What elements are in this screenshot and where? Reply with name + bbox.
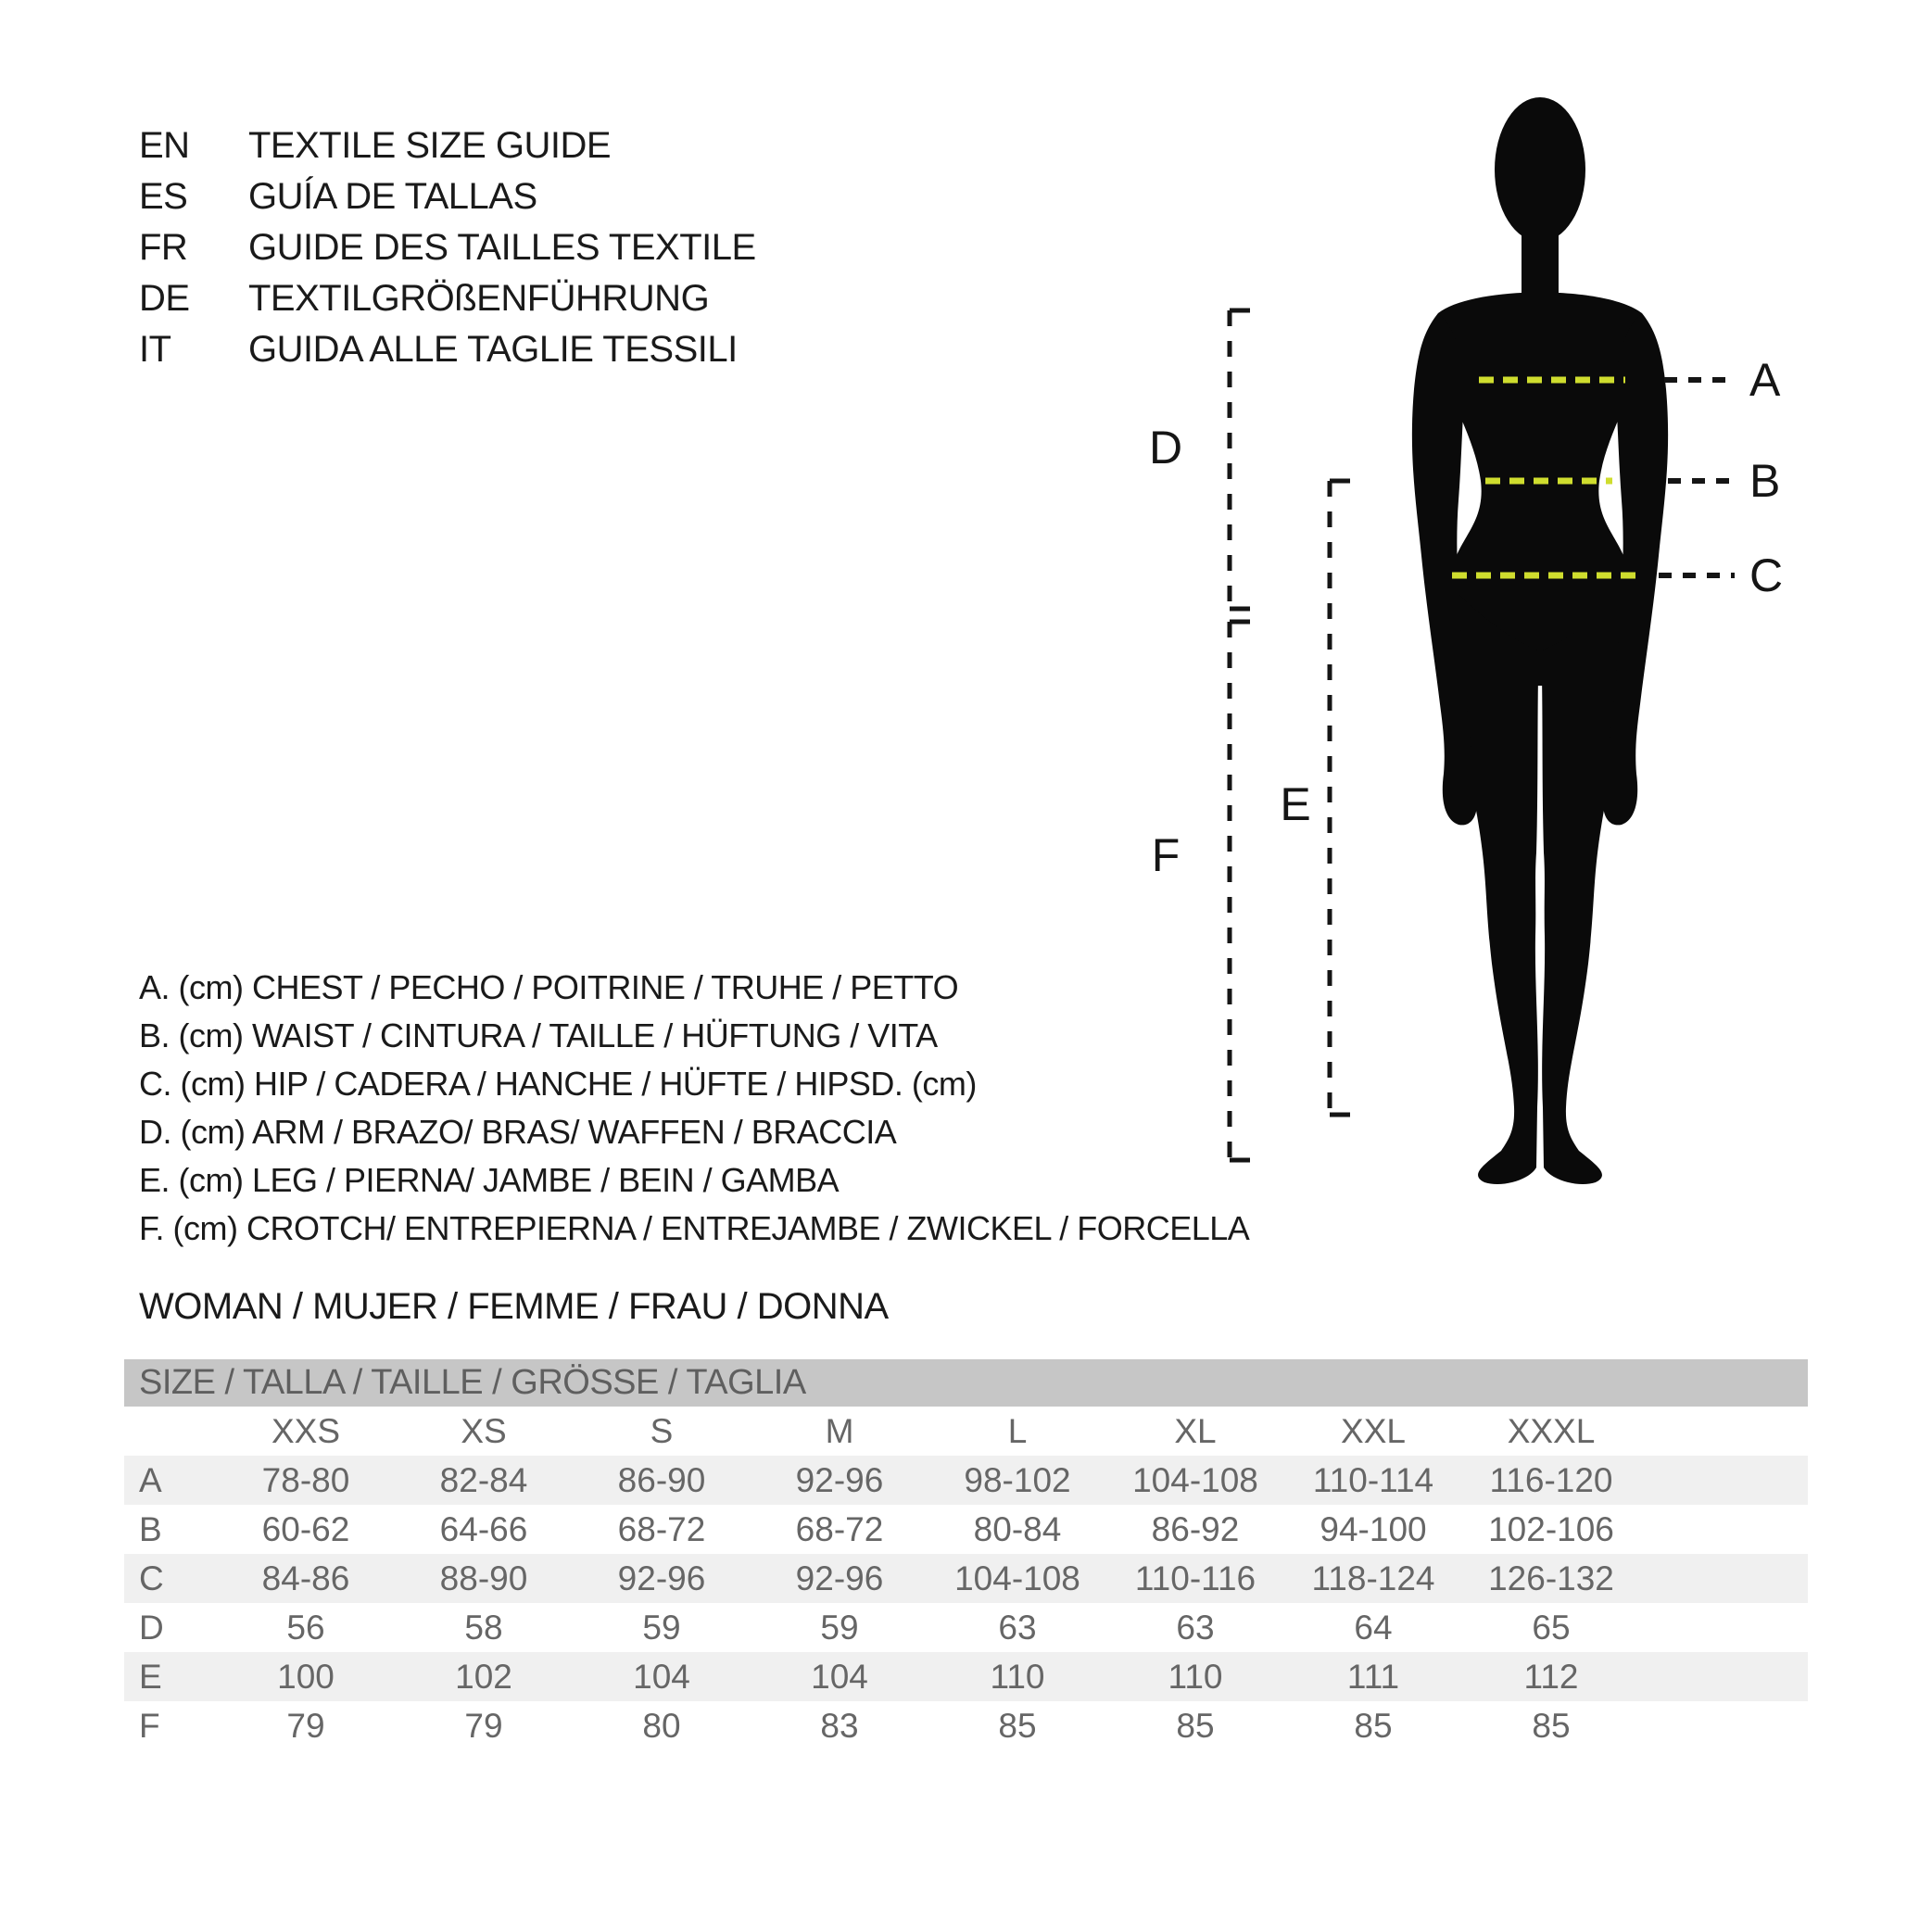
language-code: ES bbox=[139, 176, 188, 217]
row-label: D bbox=[139, 1608, 164, 1647]
size-cell: 104-108 bbox=[954, 1559, 1080, 1597]
size-col-s: S bbox=[650, 1411, 674, 1450]
guide-title-fr: GUIDE DES TAILLES TEXTILE bbox=[248, 227, 756, 268]
size-cell: 79 bbox=[286, 1706, 325, 1745]
size-col-xxxl: XXXL bbox=[1507, 1411, 1596, 1450]
table-row-arm bbox=[124, 1603, 1808, 1652]
note-chest: A. (cm) CHEST / PECHO / POITRINE / TRUHE / PETTO bbox=[139, 968, 959, 1006]
size-cell: 85 bbox=[1176, 1706, 1215, 1745]
guide-title-it: GUIDA ALLE TAGLIE TESSILI bbox=[248, 329, 738, 370]
language-row-de bbox=[139, 273, 756, 324]
size-cell: 68-72 bbox=[795, 1509, 884, 1548]
marker-f-label: F bbox=[1151, 829, 1181, 881]
size-cell: 60-62 bbox=[261, 1509, 350, 1548]
table-row-hip bbox=[124, 1554, 1808, 1603]
size-cell: 110 bbox=[1168, 1657, 1223, 1696]
size-cell: 59 bbox=[642, 1608, 681, 1647]
language-code: EN bbox=[139, 125, 190, 166]
size-cell: 111 bbox=[1346, 1657, 1400, 1696]
size-cell: 110-114 bbox=[1312, 1460, 1434, 1499]
marker-a-label: A bbox=[1749, 354, 1781, 406]
language-row-en bbox=[139, 120, 756, 171]
size-cell: 104-108 bbox=[1132, 1460, 1258, 1499]
note-leg: E. (cm) LEG / PIERNA/ JAMBE / BEIN / GAMBA bbox=[139, 1161, 840, 1199]
row-label: C bbox=[139, 1559, 164, 1597]
note-waist: B. (cm) WAIST / CINTURA / TAILLE / HÜFTUNG / VITA bbox=[139, 1016, 938, 1054]
size-cell: 112 bbox=[1523, 1657, 1579, 1696]
size-cell: 65 bbox=[1532, 1608, 1571, 1647]
guide-title-en: TEXTILE SIZE GUIDE bbox=[248, 125, 612, 166]
size-cell: 78-80 bbox=[261, 1460, 350, 1499]
size-col-xl: XL bbox=[1174, 1411, 1217, 1450]
woman-silhouette bbox=[1412, 97, 1668, 1184]
marker-e-label: E bbox=[1280, 778, 1311, 830]
size-cell: 82-84 bbox=[439, 1460, 528, 1499]
marker-c-label: C bbox=[1749, 549, 1784, 601]
language-title-list bbox=[139, 120, 756, 375]
size-cell: 63 bbox=[998, 1608, 1037, 1647]
row-label: B bbox=[139, 1509, 162, 1548]
size-cell: 59 bbox=[820, 1608, 859, 1647]
table-row-leg bbox=[124, 1652, 1808, 1701]
size-col-l: L bbox=[1007, 1411, 1028, 1450]
marker-d-label: D bbox=[1148, 422, 1183, 473]
row-label: E bbox=[139, 1657, 162, 1696]
size-cell: 126-132 bbox=[1488, 1559, 1614, 1597]
language-row-it bbox=[139, 324, 756, 375]
size-cell: 83 bbox=[820, 1706, 859, 1745]
size-cell: 88-90 bbox=[439, 1559, 528, 1597]
language-code: FR bbox=[139, 227, 188, 268]
size-cell: 80-84 bbox=[973, 1509, 1062, 1548]
row-label: F bbox=[139, 1706, 160, 1745]
size-table-header: SIZE / TALLA / TAILLE / GRÖSSE / TAGLIA bbox=[124, 1359, 1808, 1407]
guide-title-de: TEXTILGRÖßENFÜHRUNG bbox=[248, 278, 710, 319]
guide-title-es: GUÍA DE TALLAS bbox=[248, 176, 537, 217]
size-cell: 92-96 bbox=[795, 1460, 884, 1499]
size-cell: 94-100 bbox=[1320, 1509, 1427, 1548]
size-cell: 110 bbox=[990, 1657, 1045, 1696]
size-cell: 85 bbox=[998, 1706, 1037, 1745]
size-cell: 85 bbox=[1532, 1706, 1571, 1745]
size-cell: 64 bbox=[1354, 1608, 1393, 1647]
note-hip: C. (cm) HIP / CADERA / HANCHE / HÜFTE / HIPSD. (cm) bbox=[139, 1065, 977, 1103]
row-label: A bbox=[139, 1460, 162, 1499]
size-cell: 118-124 bbox=[1311, 1559, 1435, 1597]
size-col-xs: XS bbox=[461, 1411, 507, 1450]
size-cell: 86-92 bbox=[1151, 1509, 1240, 1548]
note-crotch: F. (cm) CROTCH/ ENTREPIERNA / ENTREJAMBE / ZWICKEL / FORCELLA bbox=[139, 1209, 1250, 1247]
language-code: IT bbox=[139, 329, 171, 370]
size-cell: 104 bbox=[811, 1657, 868, 1696]
size-cell: 68-72 bbox=[617, 1509, 706, 1548]
size-cell: 56 bbox=[286, 1608, 325, 1647]
language-row-fr bbox=[139, 222, 756, 273]
size-cell: 102-106 bbox=[1488, 1509, 1614, 1548]
size-cell: 92-96 bbox=[617, 1559, 706, 1597]
size-cell: 110-116 bbox=[1134, 1559, 1256, 1597]
size-cell: 84-86 bbox=[261, 1559, 350, 1597]
size-cell: 102 bbox=[455, 1657, 512, 1696]
language-code: DE bbox=[139, 278, 190, 319]
size-cell: 92-96 bbox=[795, 1559, 884, 1597]
table-row-chest bbox=[124, 1456, 1808, 1505]
size-cell: 116-120 bbox=[1489, 1460, 1613, 1499]
size-cell: 80 bbox=[642, 1706, 681, 1745]
note-arm: D. (cm) ARM / BRAZO/ BRAS/ WAFFEN / BRACCIA bbox=[139, 1113, 897, 1151]
size-cell: 85 bbox=[1354, 1706, 1393, 1745]
size-cell: 100 bbox=[277, 1657, 335, 1696]
size-header-row bbox=[124, 1407, 1808, 1456]
size-cell: 58 bbox=[464, 1608, 503, 1647]
marker-b-label: B bbox=[1749, 455, 1781, 507]
measurement-notes bbox=[139, 964, 1249, 1253]
size-cell: 98-102 bbox=[964, 1460, 1071, 1499]
language-row-es bbox=[139, 171, 756, 222]
size-table bbox=[124, 1359, 1808, 1750]
gender-heading: WOMAN / MUJER / FEMME / FRAU / DONNA bbox=[139, 1286, 889, 1327]
size-col-xxs: XXS bbox=[271, 1411, 341, 1450]
size-col-xxl: XXL bbox=[1341, 1411, 1406, 1450]
size-cell: 64-66 bbox=[439, 1509, 528, 1548]
table-row-crotch bbox=[124, 1701, 1808, 1750]
size-cell: 79 bbox=[464, 1706, 503, 1745]
size-cell: 86-90 bbox=[617, 1460, 706, 1499]
size-cell: 63 bbox=[1176, 1608, 1215, 1647]
table-row-waist bbox=[124, 1505, 1808, 1554]
size-col-m: M bbox=[825, 1411, 854, 1450]
size-cell: 104 bbox=[633, 1657, 690, 1696]
